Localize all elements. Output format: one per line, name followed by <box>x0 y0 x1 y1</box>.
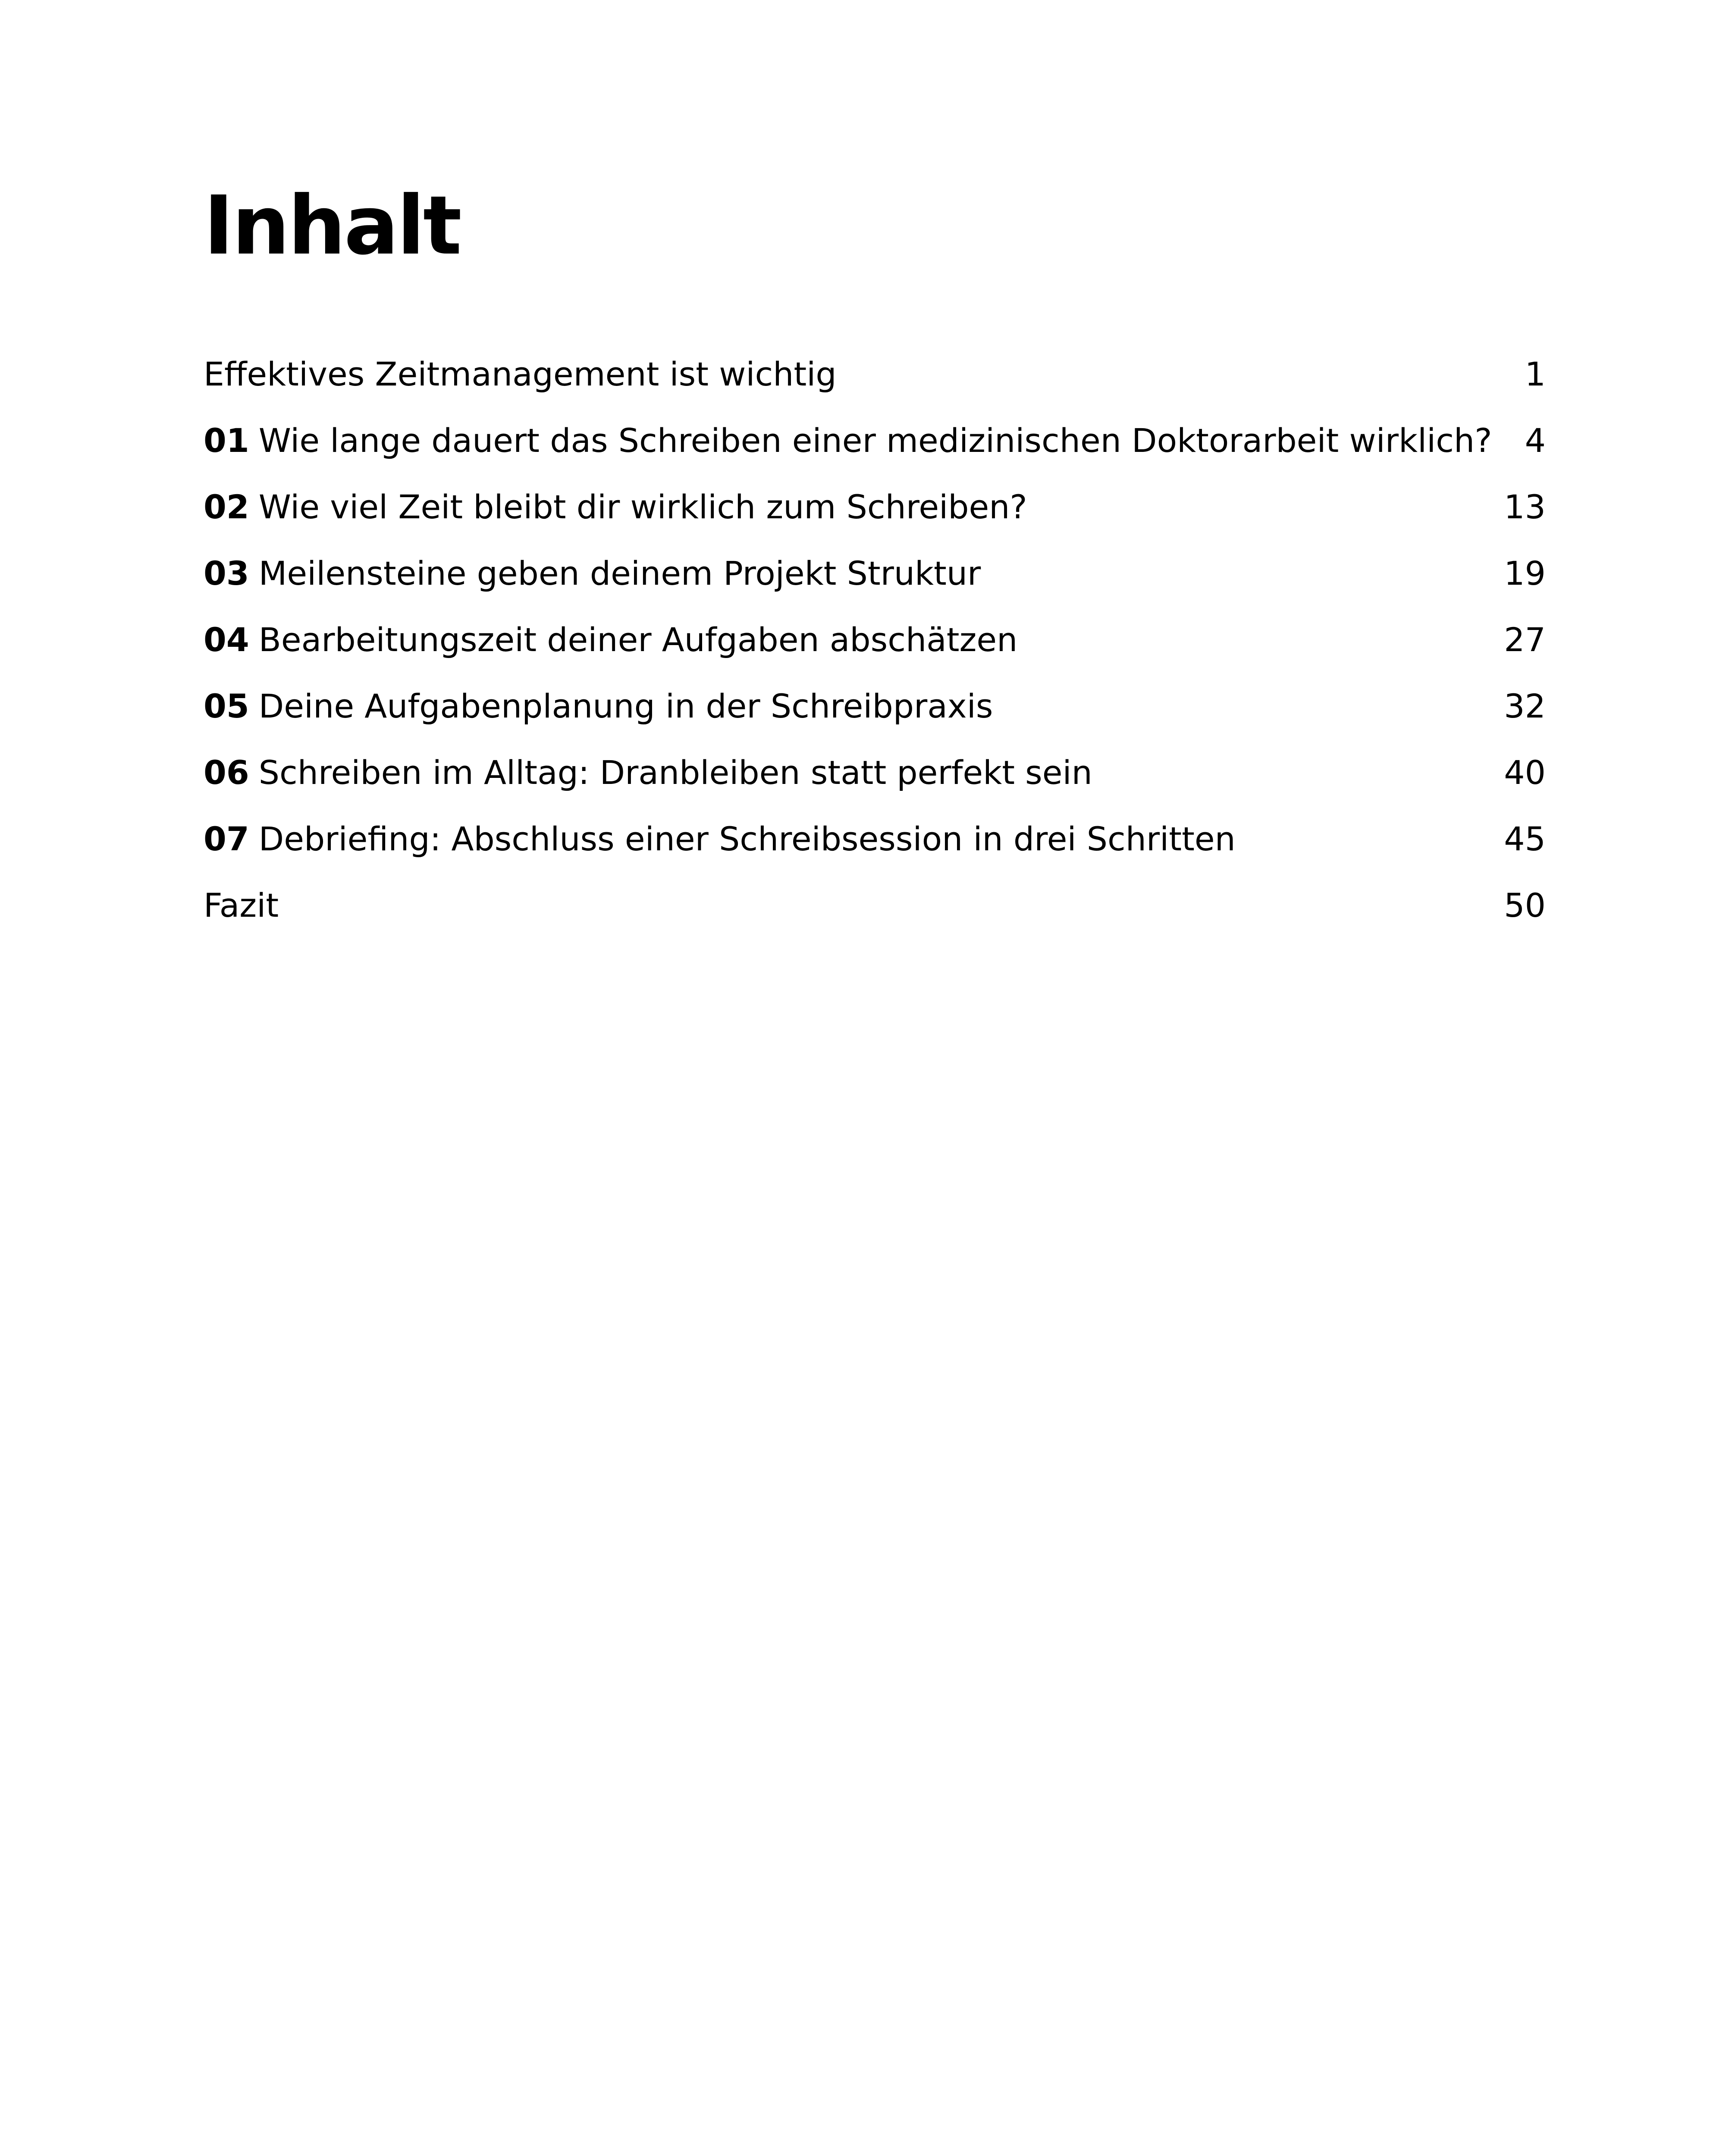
toc-page-number: 27 <box>1504 620 1546 659</box>
toc-entry <box>204 554 1546 624</box>
toc-chapter-number: 03 <box>204 554 249 592</box>
toc-chapter-number: 07 <box>204 820 249 858</box>
toc-page-number: 45 <box>1504 820 1546 858</box>
toc-chapter-title: Deine Aufgabenplanung in der Schreibpraxis <box>258 687 993 725</box>
toc-entry-text <box>204 421 1492 460</box>
toc-page-number: 50 <box>1504 886 1546 924</box>
toc-chapter-number: 06 <box>204 753 249 792</box>
toc-entry <box>204 355 1546 424</box>
toc-entry-text <box>204 620 1018 659</box>
toc-entry-text <box>204 687 993 725</box>
toc-entry <box>204 421 1546 491</box>
page-title: Inhalt <box>204 179 460 273</box>
toc-chapter-title: Fazit <box>204 886 279 924</box>
toc-page-number: 1 <box>1525 355 1546 393</box>
toc-page-number: 32 <box>1504 687 1546 725</box>
toc-page-number: 19 <box>1504 554 1546 592</box>
toc-chapter-title: Effektives Zeitmanagement ist wichtig <box>204 355 837 393</box>
toc-entry-text <box>204 355 837 393</box>
toc-chapter-title: Bearbeitungszeit deiner Aufgaben abschätzen <box>258 620 1018 659</box>
toc-chapter-number: 01 <box>204 421 249 460</box>
toc-chapter-number: 02 <box>204 488 249 526</box>
toc-page-number: 4 <box>1525 421 1546 460</box>
toc-entry <box>204 620 1546 690</box>
toc-page-number: 13 <box>1504 488 1546 526</box>
toc-entry <box>204 753 1546 823</box>
toc-chapter-title: Wie lange dauert das Schreiben einer medizinischen Doktorarbeit wirklich? <box>258 421 1492 460</box>
toc-entry <box>204 820 1546 889</box>
toc-chapter-title: Meilensteine geben deinem Projekt Struktur <box>258 554 981 592</box>
toc-chapter-title: Schreiben im Alltag: Dranbleiben statt perfekt sein <box>258 753 1092 792</box>
toc-entry-text <box>204 488 1027 526</box>
toc-chapter-title: Wie viel Zeit bleibt dir wirklich zum Schreiben? <box>258 488 1027 526</box>
table-of-contents <box>204 355 1546 956</box>
toc-entry-text <box>204 753 1092 792</box>
toc-entry <box>204 488 1546 557</box>
toc-entry-text <box>204 820 1236 858</box>
toc-chapter-title: Debriefing: Abschluss einer Schreibsession in drei Schritten <box>258 820 1236 858</box>
toc-chapter-number: 05 <box>204 687 249 725</box>
toc-entry <box>204 687 1546 756</box>
toc-entry-text <box>204 554 981 592</box>
toc-chapter-number: 04 <box>204 620 249 659</box>
toc-entry-text <box>204 886 279 924</box>
toc-entry <box>204 886 1546 956</box>
toc-page-number: 40 <box>1504 753 1546 792</box>
